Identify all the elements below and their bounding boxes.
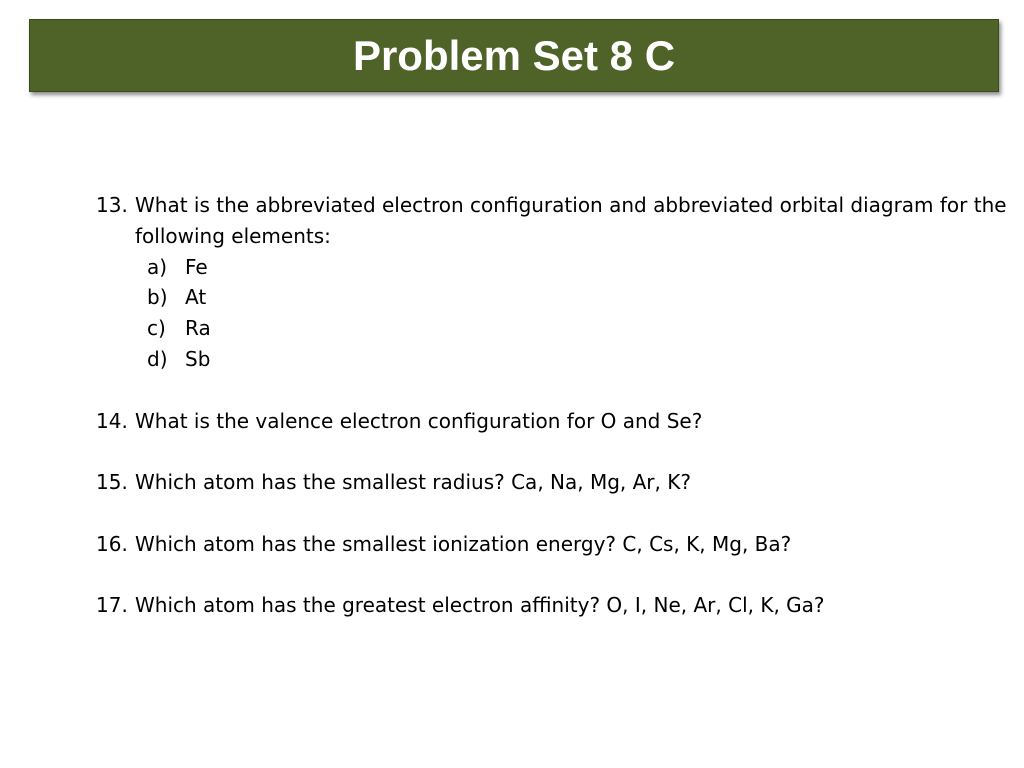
subitem-text: Ra — [185, 316, 211, 341]
question-number: 16. — [96, 531, 128, 556]
subitem-a — [96, 252, 1016, 283]
subitem-b — [96, 282, 1016, 313]
question-number: 14. — [96, 408, 128, 433]
question-16 — [96, 529, 1016, 560]
subitem-d — [96, 344, 1016, 375]
spacer — [96, 375, 1016, 406]
subitem-text: At — [185, 285, 207, 310]
spacer — [96, 498, 1016, 529]
question-17 — [96, 590, 1016, 621]
question-text: Which atom has the greatest electron affinity? O, I, Ne, Ar, Cl, K, Ga? — [135, 593, 825, 618]
slide-title: Problem Set 8 C — [352, 31, 676, 79]
question-text: What is the valence electron configuration for O and Se? — [135, 408, 703, 433]
spacer — [96, 436, 1016, 467]
spacer — [96, 560, 1016, 591]
question-15 — [96, 467, 1016, 498]
subitem-label: d) — [147, 346, 168, 371]
question-text: Which atom has the smallest radius? Ca, Na, Mg, Ar, K? — [135, 470, 691, 495]
question-text: Which atom has the smallest ionization energy? C, Cs, K, Mg, Ba? — [135, 531, 792, 556]
question-number: 13. — [96, 193, 128, 217]
subitem-c — [96, 313, 1016, 344]
subitem-label: b) — [147, 285, 168, 310]
subitem-text: Fe — [185, 254, 208, 279]
question-13 — [96, 190, 1016, 252]
subitem-label: c) — [147, 316, 166, 341]
question-list — [96, 190, 1016, 621]
title-bar — [29, 19, 999, 92]
question-text: What is the abbreviated electron configuration and abbreviated orbital diagram for the following elements: — [135, 193, 1007, 248]
question-number: 17. — [96, 593, 128, 618]
subitem-label: a) — [147, 254, 168, 279]
subitem-text: Sb — [185, 346, 211, 371]
question-number: 15. — [96, 470, 128, 495]
question-14 — [96, 406, 1016, 437]
